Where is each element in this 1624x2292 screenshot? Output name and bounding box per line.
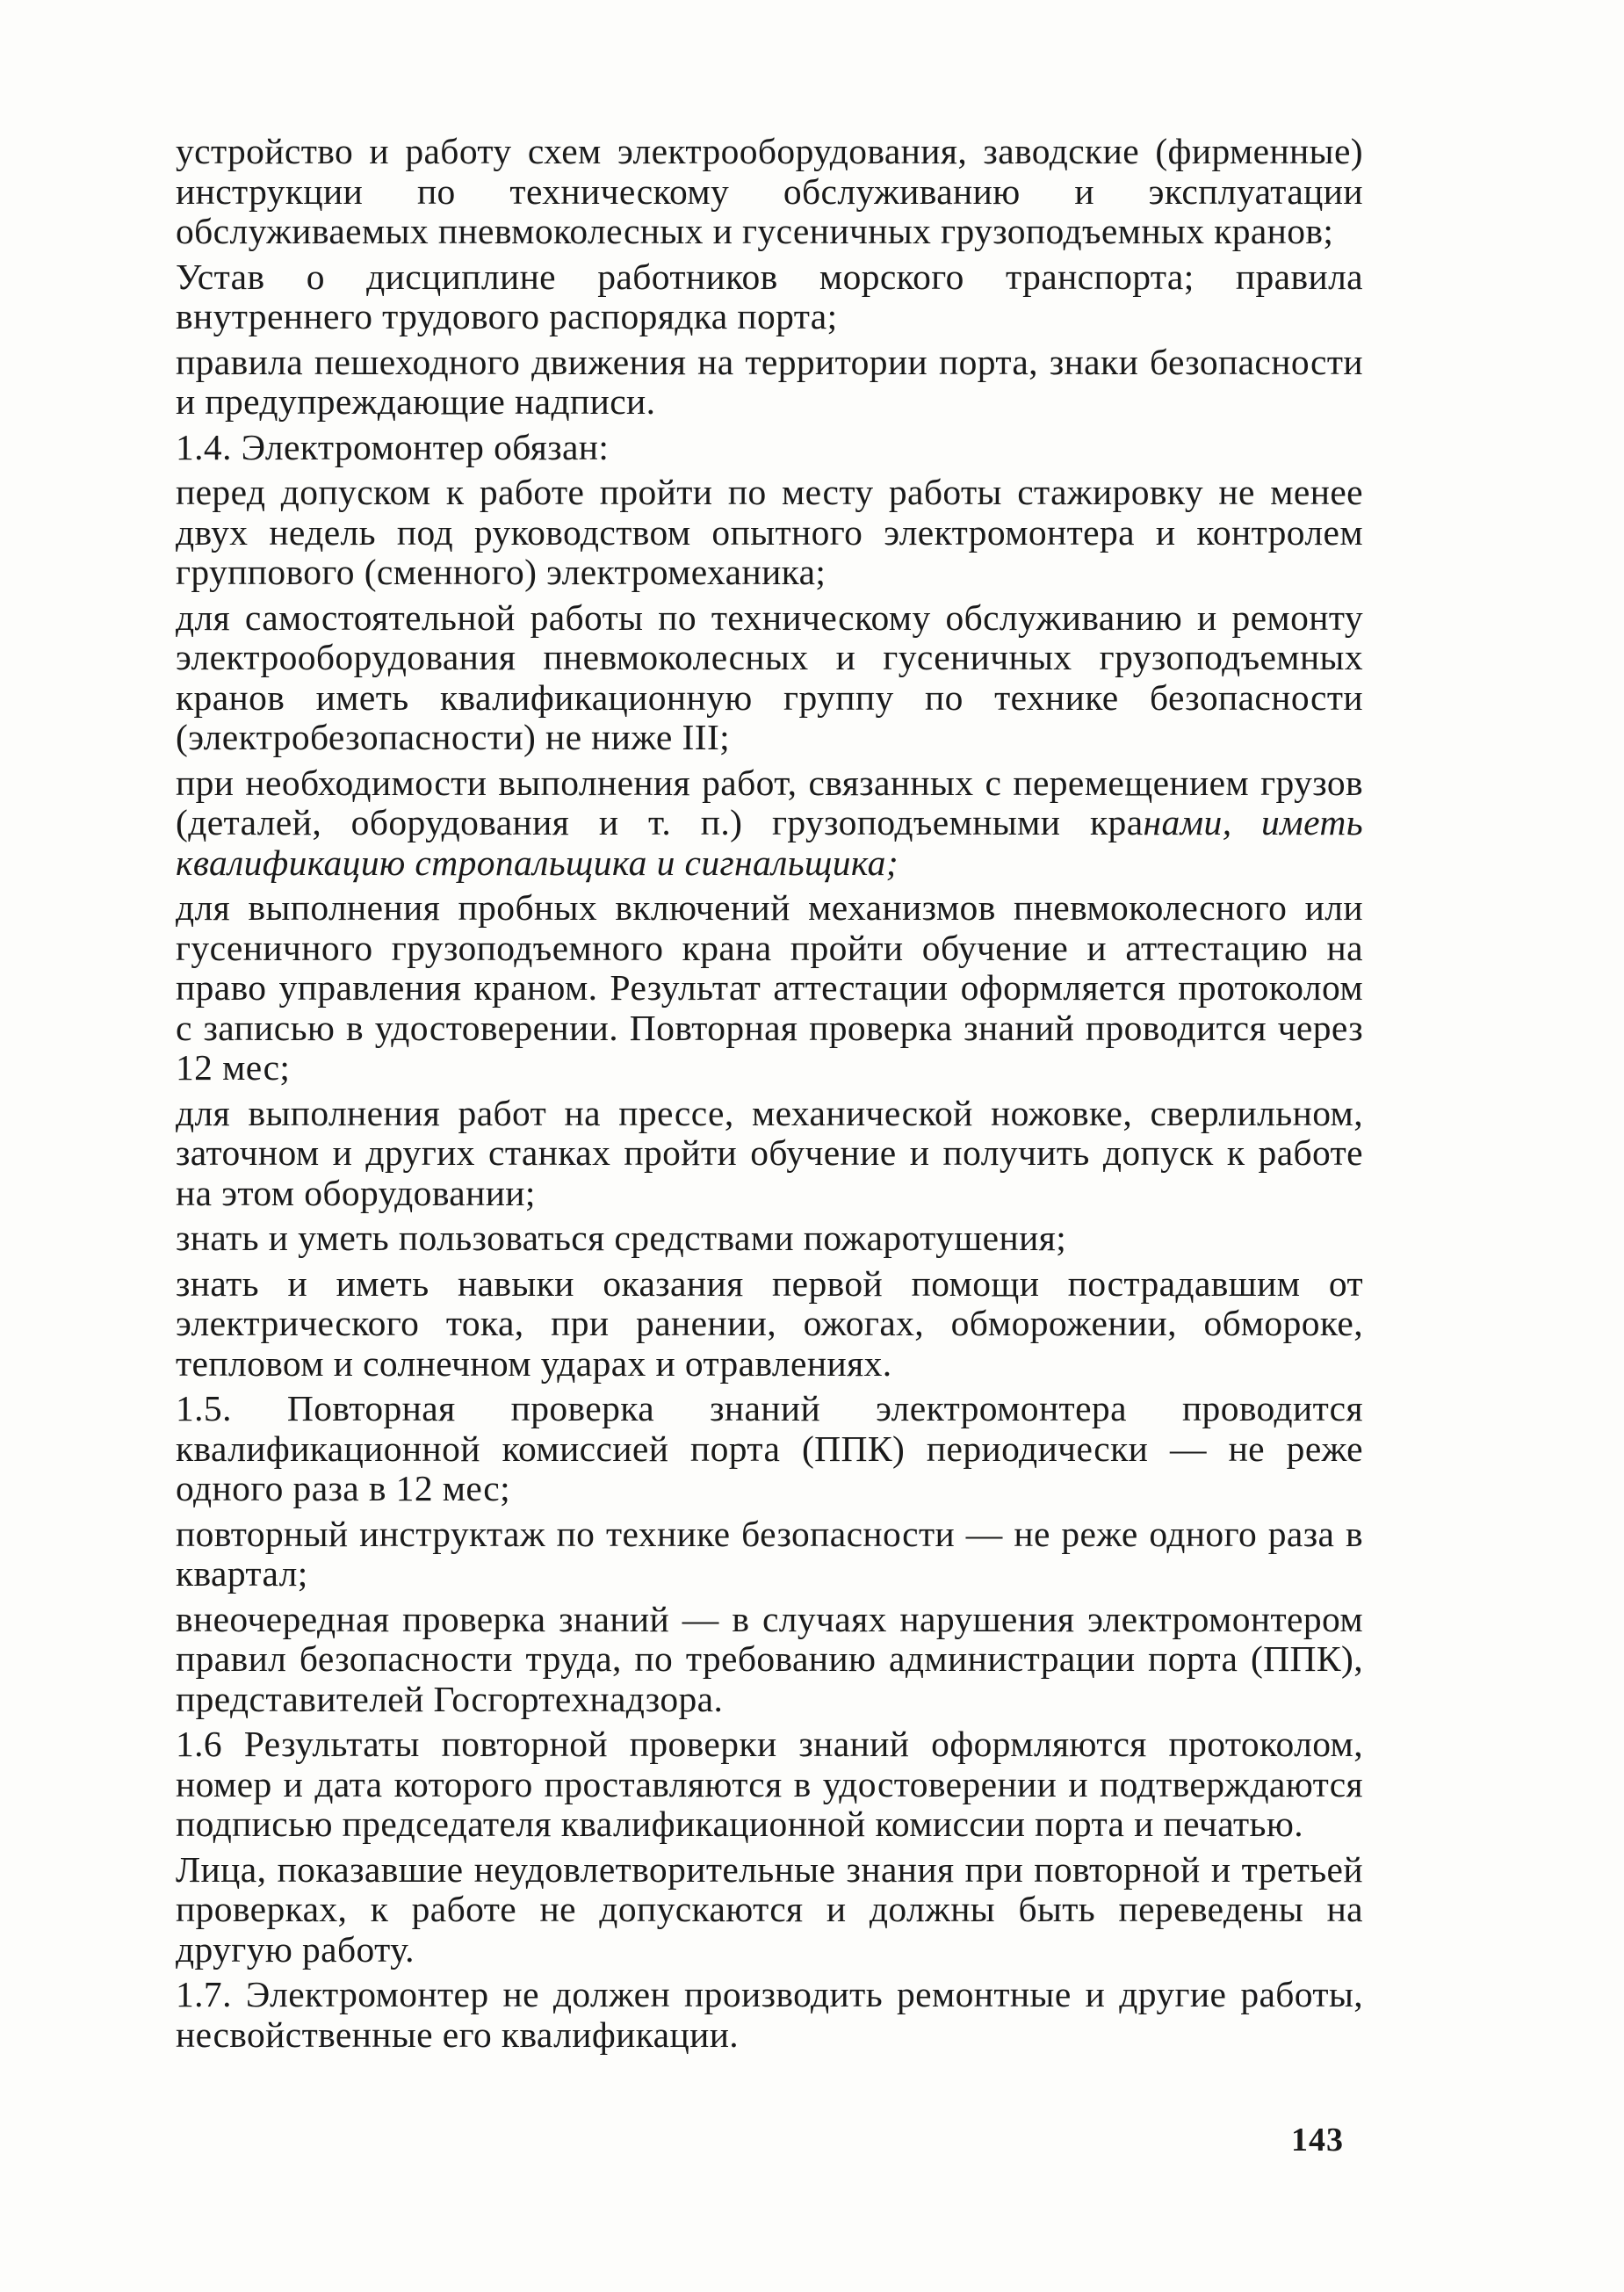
paragraph-p07-italic: нами, иметь квалификацию стропальщика и сигнальщика;: [176, 802, 1363, 883]
page-number: 143: [1291, 2122, 1344, 2158]
paragraph-p05: перед допуском к работе пройти по месту работы стажировку не менее двух недель под руководством опытного электромонтера и контролем группового (сменного) электромеханика;: [176, 472, 1363, 592]
section-heading-1-4: 1.4. Электромонтер обязан:: [176, 426, 610, 467]
paragraph-p07-regular: при необходимости выполнения работ, связанных с перемещением грузов (деталей, оборудования и т. п.) грузоподъемными кра: [176, 762, 1363, 842]
paragraph-p06: для самостоятельной работы по техническому обслуживанию и ремонту электрооборудования пневмоколесных и гусеничных грузоподъемных кранов иметь квалификационную группу по технике безопасности (электробезопасности) не ниже III;: [176, 596, 1363, 757]
paragraph-p03: правила пешеходного движения на территории порта, знаки безопасности и предупреждающие надписи.: [176, 341, 1363, 422]
paragraph-p08: для выполнения пробных включений механизмов пневмоколесного или гусеничного грузоподъемного крана пройти обучение и аттестацию на право управления краном. Результат аттестации оформляется протоколом с записью в удостоверении. Повторная проверка знаний проводится через 12 мес;: [176, 887, 1363, 1088]
section-paragraph-1-5: 1.5. Повторная проверка знаний электромонтера проводится квалификационной комиссией порта (ППК) периодически — не реже одного раза в 12 мес;: [176, 1388, 1363, 1508]
paragraph-p02: Устав о дисциплине работников морского транспорта; правила внутреннего трудового распорядка порта;: [176, 256, 1363, 336]
section-paragraph-1-7: 1.7. Электромонтер не должен производить ремонтные и другие работы, несвойственные его квалификации.: [176, 1974, 1363, 2055]
paragraph-p13: повторный инструктаж по технике безопасности — не реже одного раза в квартал;: [176, 1513, 1363, 1594]
paragraph-p14: внеочередная проверка знаний — в случаях нарушения электромонтером правил безопасности труда, по требованию администрации порта (ППК), представителей Госгортехнадзора.: [176, 1598, 1363, 1719]
paragraph-p07: [176, 763, 1363, 884]
paragraph-p10: знать и уметь пользоваться средствами пожаротушения;: [176, 1218, 1067, 1258]
paragraph-p09: для выполнения работ на прессе, механической ножовке, сверлильном, заточном и других станках пройти обучение и получить допуск к работе на этом оборудовании;: [176, 1092, 1363, 1213]
paragraph-p16: Лица, показавшие неудовлетворительные знания при повторной и третьей проверках, к работе не допускаются и должны быть переведены на другую работу.: [176, 1848, 1363, 1970]
paragraph-p01: устройство и работу схем электрооборудования, заводские (фирменные) инструкции по техническому обслуживанию и эксплуатации обслуживаемых пневмоколесных и гусеничных грузоподъемных кранов;: [176, 131, 1363, 251]
body-text: [176, 132, 1363, 2060]
section-paragraph-1-6: 1.6 Результаты повторной проверки знаний оформляются протоколом, номер и дата которого проставляются в удостоверении и подтверждаются подписью председателя квалификационной комиссии порта и печатью.: [176, 1724, 1363, 1844]
paragraph-p11: знать и иметь навыки оказания первой помощи пострадавшим от электрического тока, при ранении, ожогах, обморожении, обмороке, тепловом и солнечном ударах и отравлениях.: [176, 1262, 1363, 1384]
